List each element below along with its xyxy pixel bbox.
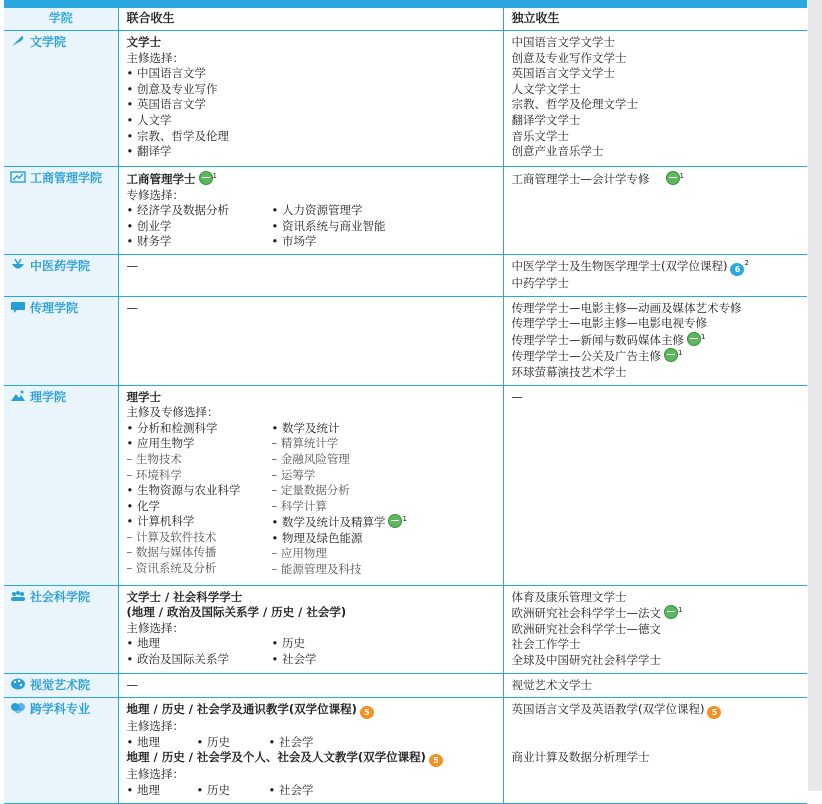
independent-cell [503,698,807,803]
list-item: • 英国语言文学 [126,97,206,112]
list-item: • 人文学 [126,112,172,127]
option-label: 主修选择： [126,50,184,65]
list-item: 英国语言文学及英语教学(双学位课程) [511,702,705,717]
list-item: • 地理 [126,734,160,749]
faculty-cell[interactable] [4,698,118,803]
independent-cell [503,31,807,167]
faculty-name: 理学院 [30,389,67,404]
list-item: 工商管理学士—会计学专修 [511,172,650,186]
footnote-mark: 1 [678,606,683,615]
list-item: • 市场学 [271,234,317,249]
header-joint: 联合收生 [118,8,503,31]
faculty-name: 中医药学院 [30,258,91,273]
degree-title: 地理 / 历史 / 社会学及通识教学(双学位课程) [126,702,357,717]
faculty-name: 视觉艺术院 [30,677,91,692]
list-item: – 数据与媒体传播 [126,545,217,560]
list-item: • 应用生物学 [126,436,195,451]
list-item: • 物理及绿色能源 [271,530,363,545]
list-item: • 人力资源管理学 [271,203,363,218]
footnote-mark: 1 [212,172,217,181]
palette-icon [10,678,26,690]
faculty-cell[interactable] [4,585,118,673]
joint-cell: — [118,254,503,296]
footnote-mark: 1 [701,332,706,341]
list-item: – 资讯系统及分析 [126,561,217,576]
table-row [4,31,807,167]
globe-icon [664,605,678,619]
independent-cell: 视觉艺术文学士 [503,673,807,698]
option-label: 主修选择： [126,620,184,635]
list-item: • 经济学及数据分析 [126,203,229,218]
list-item: • 创业学 [126,218,172,233]
degree-title: 文学士 [126,35,161,49]
globe-icon [687,332,701,346]
list-item: 中医学学士及生物医学理学士(双学位课程) [511,258,728,273]
list-item: 传理学学士—电影主修—电影电视专修 [511,316,707,331]
list-item: • 社会学 [268,734,314,749]
faculty-cell[interactable] [4,31,118,167]
footnote-mark: 1 [678,349,683,358]
list-item: • 宗教、哲学及伦理 [126,128,229,143]
list-item: • 翻译学 [126,144,172,159]
footnote-mark: 1 [679,172,684,181]
degree-title: 文学士 / 社会科学学士 [126,589,243,604]
interdisciplinary-icon [10,702,26,714]
globe-icon [199,171,213,185]
list-item: 中药学学士 [511,275,569,290]
list-item: 欧洲研究社会科学学士—德文 [511,621,661,636]
list-item: • 历史 [271,636,305,651]
list-item: • 地理 [126,782,160,797]
list-item: 英国语言文学文学士 [511,66,615,81]
list-item: – 金融风险管理 [271,451,350,466]
independent-cell [503,296,807,385]
joint-cell [118,698,503,803]
list-item: • 创意及专业写作 [126,81,218,96]
list-item: • 社会学 [268,782,314,797]
feather-icon [10,35,26,47]
table-row [4,698,807,803]
list-item: • 数学及统计及精算学 [271,515,386,530]
faculty-cell[interactable] [4,385,118,585]
list-item: 欧洲研究社会科学学士—法文 [511,606,661,621]
list-item: • 分析和检测科学 [126,420,218,435]
dual-degree-badge: 6 [730,263,744,276]
herb-bowl-icon [10,259,26,271]
degree-title: 地理 / 历史 / 社会学及个人、社会及人文教学(双学位课程) [126,750,426,765]
list-item: 全球及中国研究社会科学学士 [511,652,661,667]
header-independent: 独立收生 [503,8,807,31]
faculty-cell[interactable] [4,167,118,255]
chart-icon [10,171,26,183]
globe-icon [664,348,678,362]
joint-cell: — [118,296,503,385]
list-item: 环球萤幕演技艺术学士 [511,364,627,379]
list-item: – 计算及软件技术 [126,529,217,544]
list-item: – 科学计算 [271,498,327,513]
dual-degree-badge: 5 [360,706,374,719]
list-item: – 能源管理及科技 [271,562,362,577]
list-item: • 社会学 [271,651,317,666]
table-row [4,296,807,385]
table-row [4,385,807,585]
list-item: • 中国语言文学 [126,66,206,81]
list-item: • 历史 [196,782,230,797]
list-item: • 政治及国际关系学 [126,651,229,666]
dual-degree-badge: 5 [707,706,721,719]
joint-cell [118,167,503,255]
list-item: – 环境科学 [126,467,182,482]
footnote-mark: 2 [744,259,749,268]
people-icon [10,590,26,602]
degree-subtitle: (地理 / 政治及国际关系学 / 历史 / 社会学) [126,605,347,620]
globe-icon [388,514,402,528]
dual-degree-badge: 5 [429,754,443,767]
independent-cell [503,585,807,673]
faculty-name: 工商管理学院 [30,171,103,185]
programme-table [4,8,807,804]
list-item: 社会工作学士 [511,637,581,652]
option-label: 主修选择： [126,719,184,734]
independent-cell [503,385,807,585]
list-item: • 化学 [126,498,160,513]
faculty-name: 传理学院 [30,300,79,315]
table-row [4,167,807,255]
top-accent-bar [4,0,807,8]
list-item: • 数学及统计 [271,420,340,435]
faculty-cell[interactable] [4,296,118,385]
joint-cell: — [118,673,503,698]
joint-cell [118,585,503,673]
science-icon [10,390,26,402]
list-item: 创意及专业写作文学士 [511,50,627,65]
list-item: 传理学学士—电影主修—动画及媒体艺术专修 [511,300,742,315]
scrollbar[interactable] [808,0,822,791]
list-item: 传理学学士—公关及广告主修 [511,349,661,364]
speech-bubble-icon [10,301,26,313]
table-row [4,585,807,673]
list-item: – 生物技术 [126,451,182,466]
option-label: 专修选择： [126,187,184,202]
joint-cell [118,385,503,585]
list-item: – 运筹学 [271,467,316,482]
header-faculty: 学院 [4,8,118,31]
list-item: 创意产业音乐学士 [511,144,604,159]
list-item: – 精算统计学 [271,436,339,451]
independent-cell [503,254,807,296]
list-item: • 生物资源与农业科学 [126,483,241,498]
joint-cell [118,31,503,167]
list-item: 体育及康乐管理文学士 [511,589,627,604]
faculty-name: 社会科学院 [30,589,91,604]
list-item: 音乐文学士 [511,128,569,143]
list-item: — [511,389,523,404]
list-item: 人文学文学士 [511,81,581,96]
table-row [4,673,807,698]
table-row [4,254,807,296]
list-item: • 资讯系统与商业智能 [271,218,386,233]
list-item: • 计算机科学 [126,514,195,529]
list-item: • 财务学 [126,234,172,249]
option-label: 主修选择： [126,767,184,782]
list-item: 商业计算及数据分析理学士 [511,750,650,765]
faculty-cell[interactable] [4,673,118,698]
list-item: – 应用物理 [271,546,327,561]
list-item: • 地理 [126,636,160,651]
globe-icon [666,171,680,185]
list-item: 翻译学文学士 [511,112,581,127]
footnote-mark: 1 [402,515,407,524]
faculty-cell[interactable] [4,254,118,296]
list-item: • 历史 [196,734,230,749]
option-label: 主修及专修选择： [126,405,219,420]
degree-title: 理学士 [126,389,161,404]
faculty-name: 跨学科专业 [30,702,91,717]
list-item: – 定量数据分析 [271,483,350,498]
degree-title: 工商管理学士 [126,172,196,186]
independent-cell [503,167,807,255]
list-item: 传理学学士—新闻与数码媒体主修 [511,332,684,347]
list-item: 宗教、哲学及伦理文学士 [511,97,638,112]
header-row [4,8,807,31]
list-item: 中国语言文学文学士 [511,35,615,49]
faculty-name: 文学院 [30,35,67,49]
